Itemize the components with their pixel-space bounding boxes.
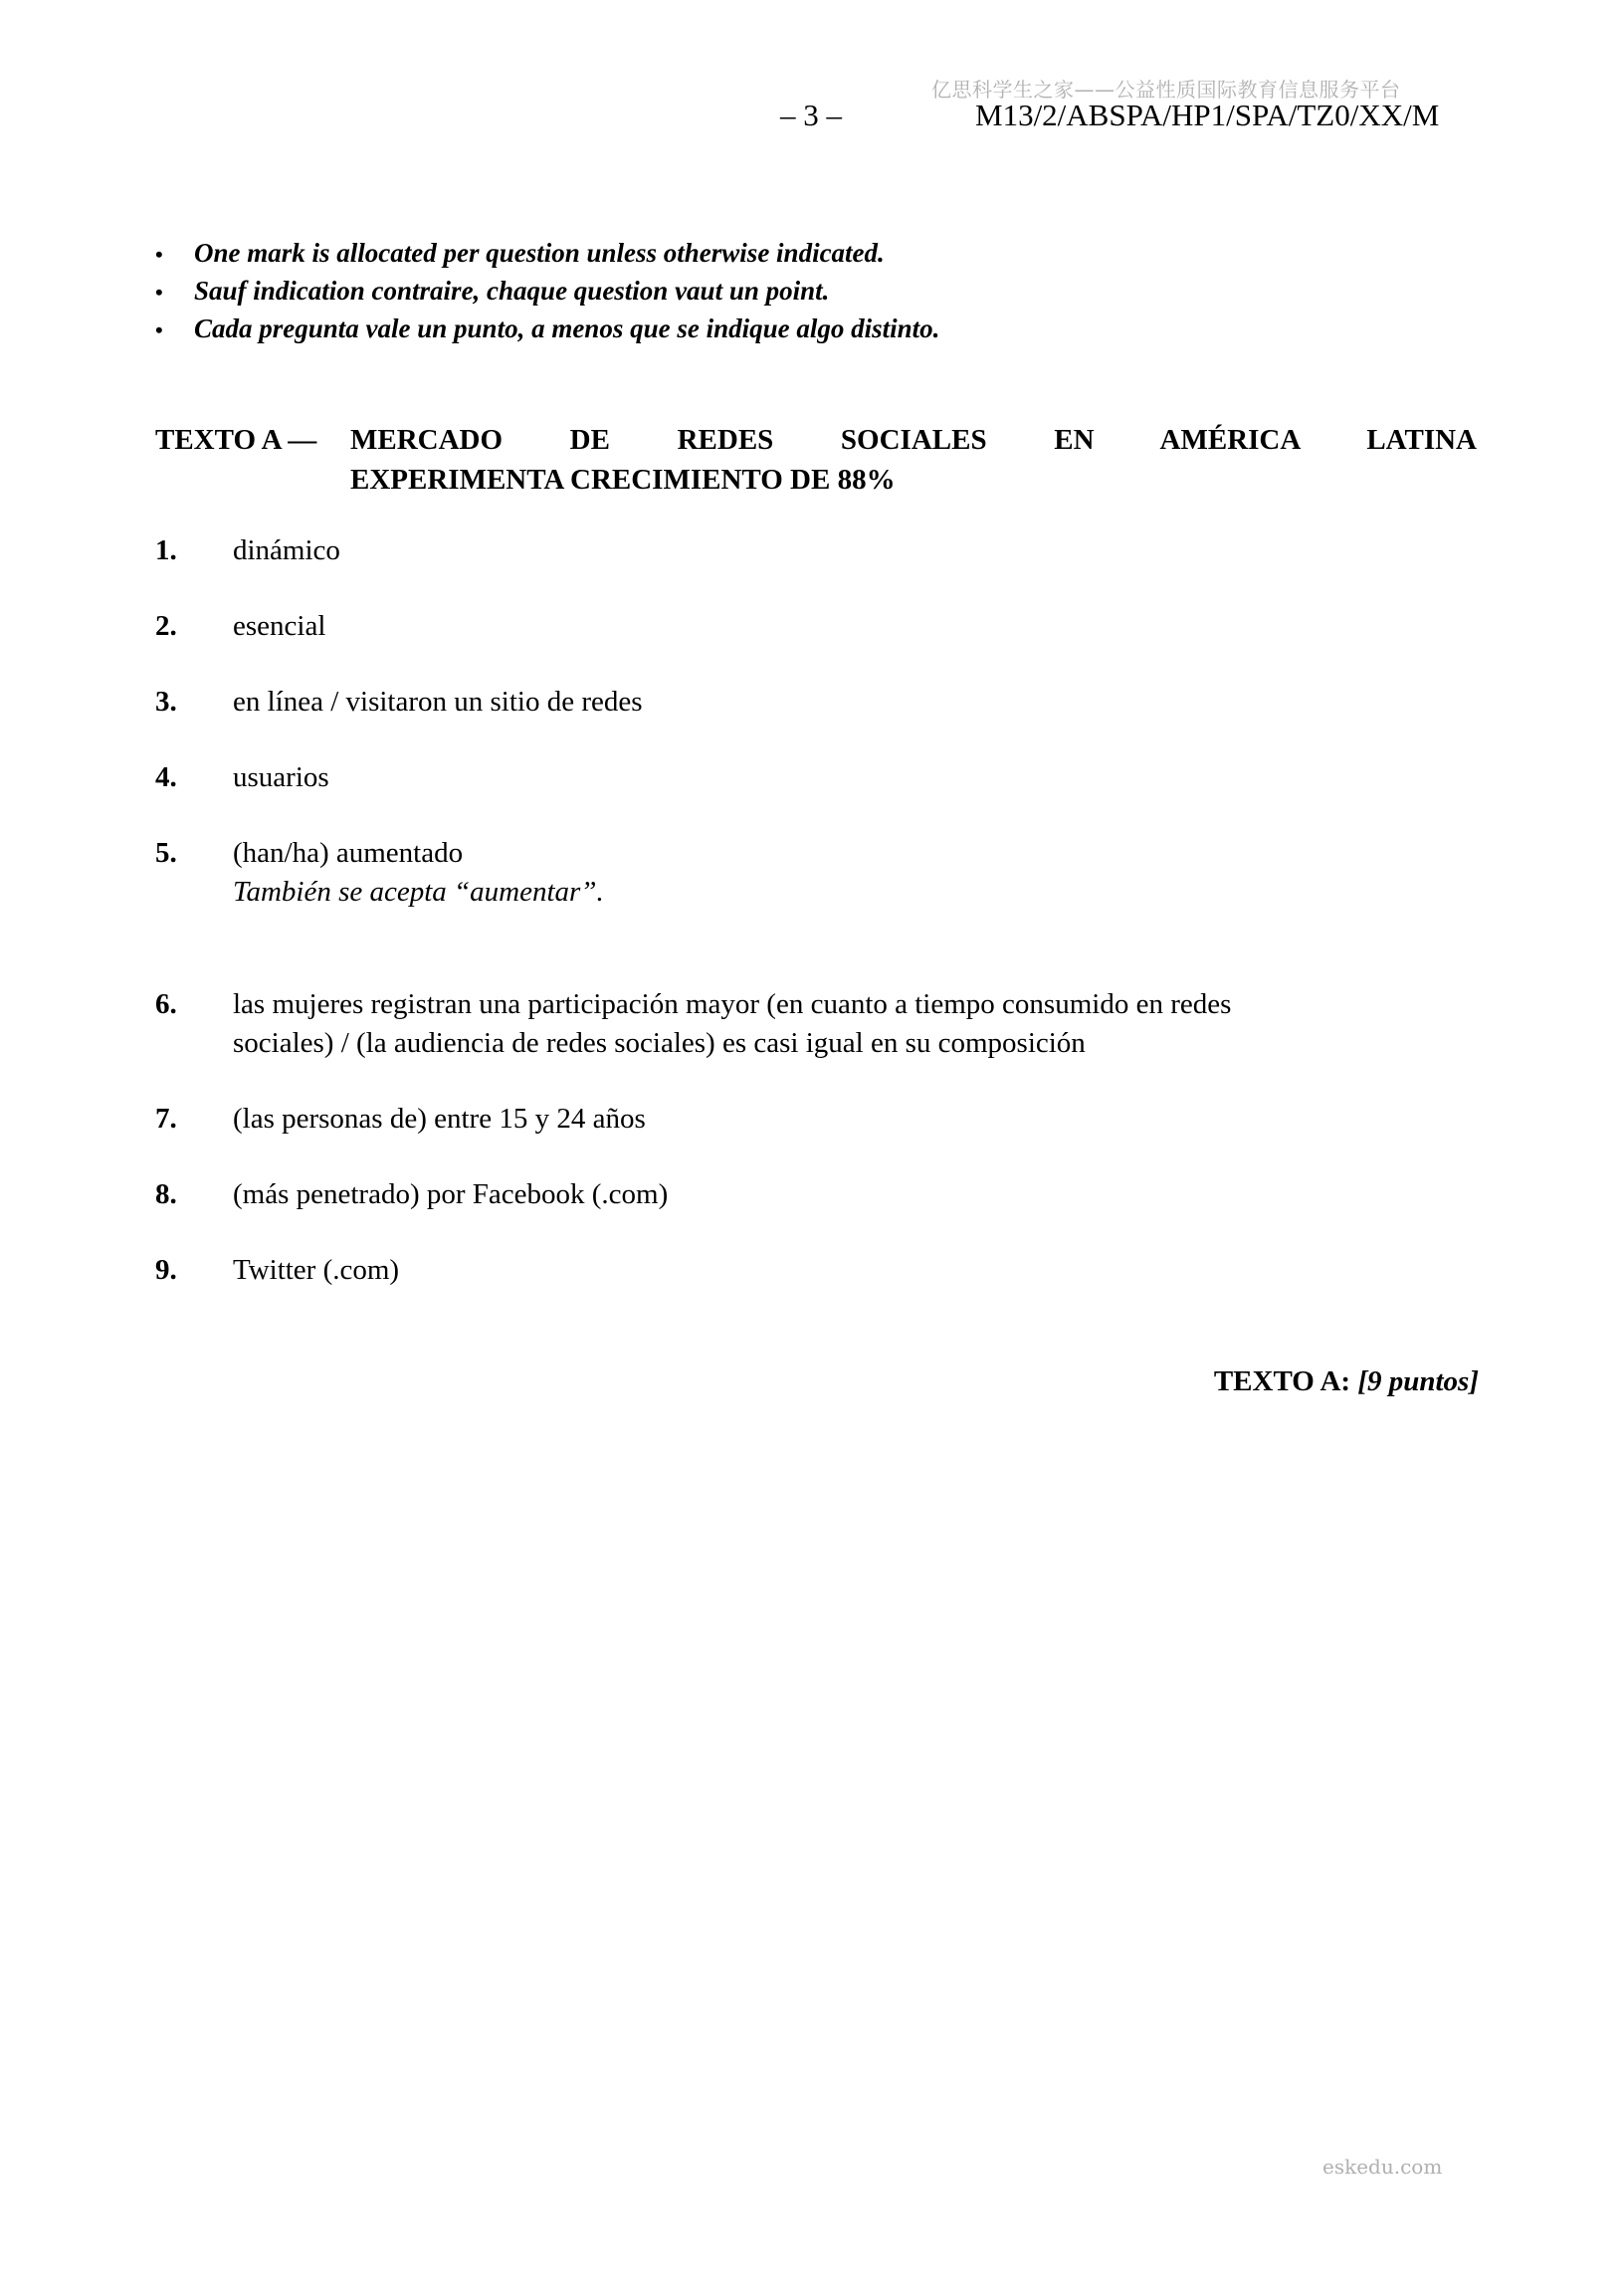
note-item: • Cada pregunta vale un punto, a menos que se indique algo distinto. — [155, 311, 939, 348]
answer-text: dinámico — [233, 534, 340, 566]
answer-text: esencial — [233, 610, 326, 642]
answer-number: 2. — [155, 610, 177, 642]
answer-item — [155, 683, 1329, 722]
total-label: TEXTO A: — [1213, 1365, 1351, 1397]
answer-number: 8. — [155, 1178, 177, 1210]
watermark-bottom: eskedu.com — [1322, 2155, 1443, 2179]
note-item: • One mark is allocated per question unless otherwise indicated. — [155, 235, 939, 273]
answer-number: 4. — [155, 761, 177, 793]
bullet-icon: • — [155, 317, 163, 342]
answer-text: Twitter (.com) — [233, 1254, 400, 1286]
answer-number: 5. — [155, 837, 177, 869]
answer-text: las mujeres registran una participación mayor (en cuanto a tiempo consumido en redes sociales) / (la audiencia de redes sociales) es casi igual en su composición — [233, 988, 1232, 1059]
answer-item — [155, 758, 1329, 797]
section-label: TEXTO A — — [155, 424, 317, 456]
bullet-icon: • — [155, 280, 163, 305]
answer-text: (las personas de) entre 15 y 24 años — [233, 1103, 646, 1135]
section-heading-line-1: MERCADO DE REDES SOCIALES EN AMÉRICA LATINA — [350, 424, 1477, 456]
bullet-icon: • — [155, 242, 163, 267]
note-item: • Sauf indication contraire, chaque question vaut un point. — [155, 273, 939, 311]
marking-notes — [155, 235, 939, 348]
answer-number: 3. — [155, 686, 177, 718]
answer-number: 7. — [155, 1103, 177, 1135]
total-points: [9 puntos] — [1357, 1365, 1479, 1397]
answer-text: usuarios — [233, 761, 329, 793]
answer-list — [155, 531, 1329, 1327]
page-number: – 3 – — [780, 98, 842, 132]
answer-body — [233, 834, 604, 912]
answer-text: (más penetrado) por Facebook (.com) — [233, 1178, 669, 1210]
answer-item — [155, 1175, 1329, 1214]
answer-item — [155, 985, 1329, 1063]
answer-item — [155, 607, 1329, 646]
exam-code: M13/2/ABSPA/HP1/SPA/TZ0/XX/M — [975, 98, 1440, 132]
answer-number: 9. — [155, 1254, 177, 1286]
section-title — [155, 420, 1477, 500]
section-total — [1214, 1365, 1479, 1398]
section-heading-line-2: EXPERIMENTA CRECIMIENTO DE 88% — [350, 464, 896, 496]
watermark-top: 亿思科学生之家——公益性质国际教育信息服务平台 — [931, 78, 1401, 102]
answer-number: 1. — [155, 534, 177, 566]
answer-item — [155, 531, 1329, 570]
answer-text: (han/ha) aumentado — [233, 837, 464, 869]
answer-note: También se acepta “aumentar”. — [233, 876, 604, 908]
answer-item — [155, 834, 1329, 912]
answer-number: 6. — [155, 988, 177, 1020]
answer-item — [155, 1100, 1329, 1139]
section-heading — [350, 420, 1477, 500]
answer-item — [155, 1251, 1329, 1290]
answer-text: en línea / visitaron un sitio de redes — [233, 686, 643, 718]
